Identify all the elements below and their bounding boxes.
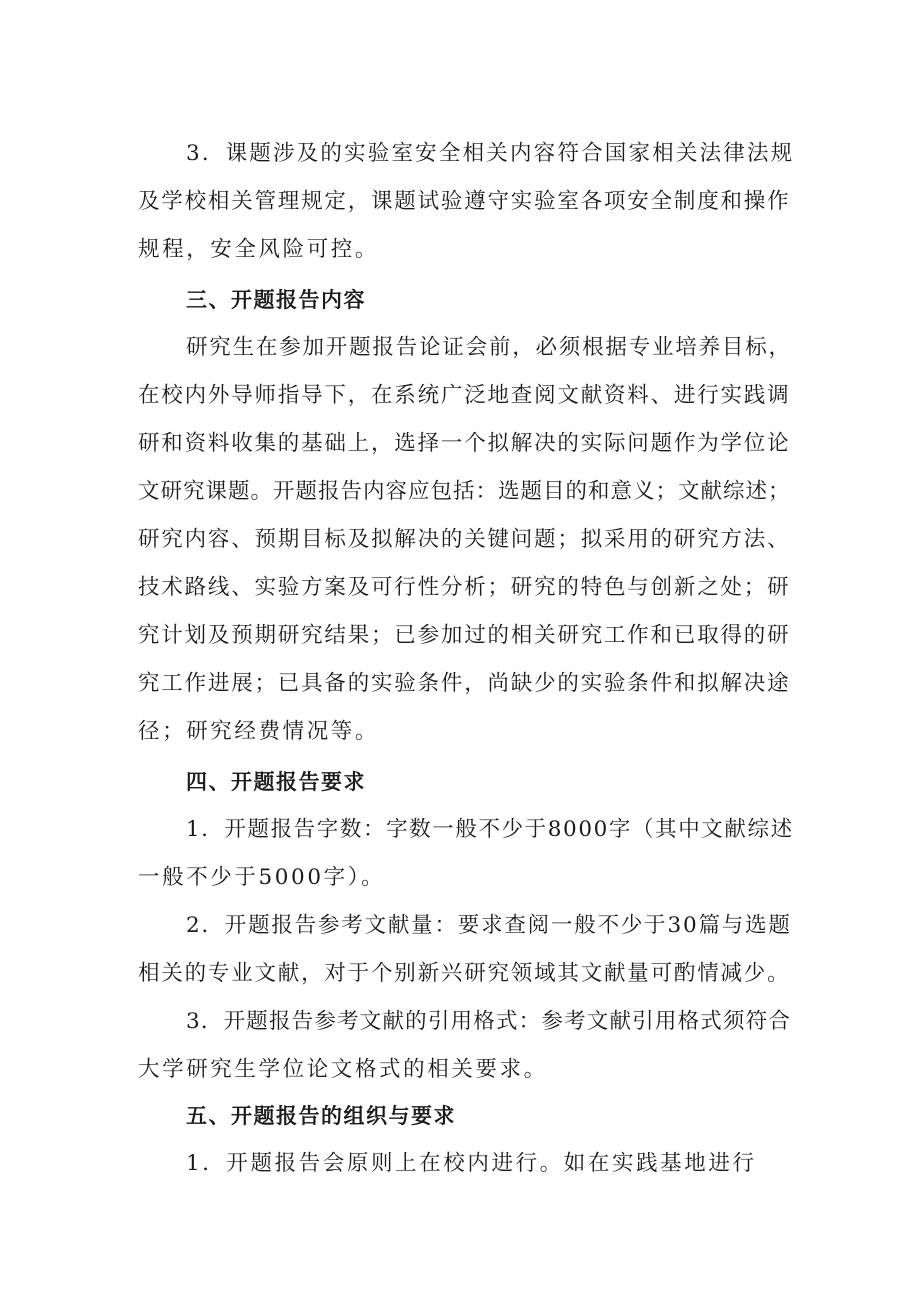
paragraph-line: 2．开题报告参考文献量：要求查阅一般不少于30篇与选题: [186, 913, 792, 938]
paragraph-line: 径；研究经费情况等。: [138, 719, 380, 744]
paragraph-line: 研究生在参加开题报告论证会前，必须根据专业培养目标，: [186, 335, 792, 360]
paragraph-line: 在校内外导师指导下，在系统广泛地查阅文献资料、进行实践调: [138, 383, 791, 408]
paragraph-line: 究工作进展；已具备的实验条件，尚缺少的实验条件和拟解决途: [138, 671, 791, 696]
section-heading-5: [138, 1092, 794, 1140]
paragraph-line: 1．开题报告字数：字数一般不少于8000字（其中文献综述: [186, 817, 794, 842]
section-heading-4: [138, 758, 794, 806]
paragraph-line: 技术路线、实验方案及可行性分析；研究的特色与创新之处；研: [138, 575, 791, 600]
content-paragraph: [138, 324, 794, 756]
paragraph-line: 及学校相关管理规定，课题试验遵守实验室各项安全制度和操作: [138, 189, 791, 214]
paragraph-line: 1．开题报告会原则上在校内进行。如在实践基地进行: [186, 1151, 757, 1176]
requirement-2-paragraph: [138, 902, 794, 998]
paragraph-line: 3．开题报告参考文献的引用格式：参考文献引用格式须符合: [186, 1009, 792, 1034]
paragraph-line: 3．课题涉及的实验室安全相关内容符合国家相关法律法规: [186, 141, 795, 166]
paragraph-line: 规程，安全风险可控。: [138, 237, 380, 262]
paragraph-line: 一般不少于5000字）。: [138, 865, 386, 890]
organization-1-paragraph: [138, 1140, 794, 1188]
paragraph-line: 研究内容、预期目标及拟解决的关键问题；拟采用的研究方法、: [138, 527, 791, 552]
heading-text: 五、开题报告的组织与要求: [186, 1104, 456, 1128]
lab-safety-paragraph: [138, 130, 794, 274]
paragraph-line: 究计划及预期研究结果；已参加过的相关研究工作和已取得的研: [138, 623, 791, 648]
section-heading-3: [138, 276, 794, 324]
paragraph-line: 相关的专业文献，对于个别新兴研究领域其文献量可酌情减少。: [138, 961, 791, 986]
heading-text: 三、开题报告内容: [186, 288, 366, 312]
paragraph-line: 文研究课题。开题报告内容应包括：选题目的和意义；文献综述；: [138, 479, 791, 504]
paragraph-line: 研和资料收集的基础上，选择一个拟解决的实际问题作为学位论: [138, 431, 791, 456]
requirement-3-paragraph: [138, 998, 794, 1094]
heading-text: 四、开题报告要求: [186, 770, 366, 794]
requirement-1-paragraph: [138, 806, 794, 902]
paragraph-line: 大学研究生学位论文格式的相关要求。: [138, 1057, 548, 1082]
